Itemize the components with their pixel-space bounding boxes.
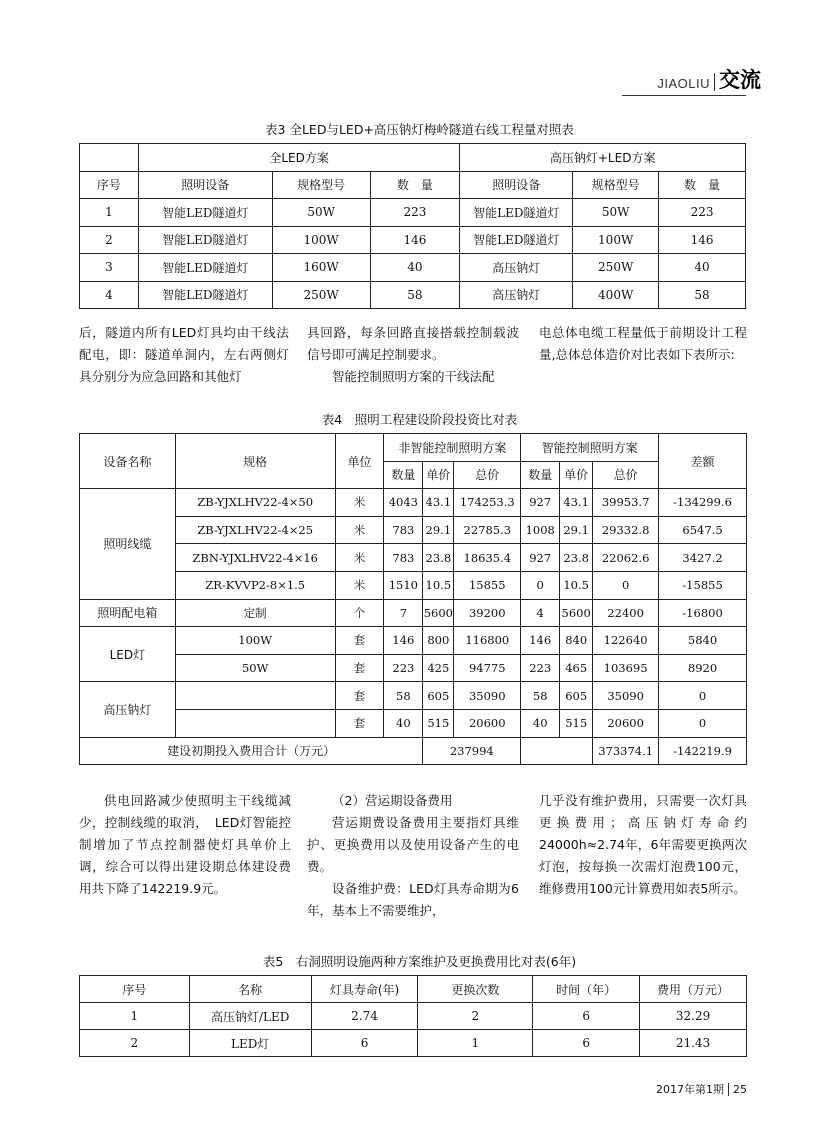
table4-header-name: 设备名称 [80, 434, 176, 489]
table-row [80, 1003, 747, 1030]
table5-header-cost: 费用（万元） [640, 976, 747, 1003]
table4-header-qty: 数量 [384, 461, 423, 489]
table-cell: 100W [175, 627, 335, 655]
paragraph: 供电回路减少使照明主干线缆减少，控制线缆的取消， LED灯智能控制增加了节点控制器使灯具单价上调，综合可以得出建设期总体建设费用共下降了142219.9元。 [79, 793, 291, 896]
table-cell: 100W [573, 226, 659, 254]
table-cell: 250W [573, 254, 659, 282]
table4-group-cable: 照明线缆 [80, 489, 176, 599]
table-cell: 116800 [454, 627, 521, 655]
table-cell: 515 [423, 709, 454, 737]
table-cell: -15855 [659, 571, 747, 599]
section-tag-english: JIAOLIU [657, 76, 710, 91]
table-cell: 套 [335, 627, 384, 655]
table-cell: 58 [384, 682, 423, 710]
table5-header-row [80, 976, 747, 1003]
table-cell: 智能LED隧道灯 [460, 199, 573, 227]
section-tag-chinese: 交流 [719, 68, 761, 92]
paragraph: 具回路，每条回路直接搭载控制载波信号即可满足控制要求。 [307, 325, 519, 362]
table-cell: 智能LED隧道灯 [138, 199, 272, 227]
table-cell: 套 [335, 654, 384, 682]
table-row [80, 599, 747, 627]
table-cell: 465 [560, 654, 593, 682]
table-cell: 1 [80, 199, 139, 227]
table-cell: 2 [80, 226, 139, 254]
table-cell: 高压钠灯 [460, 281, 573, 309]
paragraph: 营运期费设备费用主要指灯具维护、更换费用以及使用设备产生的电费。 [307, 815, 519, 874]
table-row [80, 281, 746, 309]
table-cell: 1510 [384, 571, 423, 599]
table3-header-spec-a: 规格型号 [272, 171, 370, 199]
table-cell: 5600 [560, 599, 593, 627]
table-cell: 米 [335, 489, 384, 517]
table-cell: 20600 [454, 709, 521, 737]
table-cell: 20600 [593, 709, 659, 737]
table-cell: 58 [659, 281, 746, 309]
table-cell: 605 [560, 682, 593, 710]
table-cell: 35090 [454, 682, 521, 710]
table3-header-qty-b: 数 量 [659, 171, 746, 199]
table-cell: 605 [423, 682, 454, 710]
table3-caption: 表3 全LED与LED+高压钠灯梅岭隧道右线工程量对照表 [265, 122, 574, 137]
body-column-3a [539, 322, 747, 366]
table-cell: 10.5 [423, 571, 454, 599]
table4 [79, 433, 747, 765]
paragraph: 后，隧道内所有LED灯具均由干线法配电，即：隧道单洞内，左右两侧灯具分别分为应急回路和其他灯 [79, 325, 289, 384]
table-cell: 94775 [454, 654, 521, 682]
table4-group-led: LED灯 [80, 627, 176, 682]
table3-header-seq: 序号 [80, 171, 139, 199]
table-cell: 840 [560, 627, 593, 655]
table-cell: 21.43 [640, 1030, 747, 1057]
section-heading: （2）营运期设备费用 [332, 793, 453, 808]
table-cell: 高压钠灯 [460, 254, 573, 282]
table-cell: 35090 [593, 682, 659, 710]
table-cell: 1008 [521, 516, 560, 544]
table-cell [175, 709, 335, 737]
table-cell: 套 [335, 709, 384, 737]
table-cell: 39953.7 [593, 489, 659, 517]
table-cell: 43.1 [423, 489, 454, 517]
table4-header-smart: 智能控制照明方案 [521, 434, 659, 462]
table-cell: 223 [521, 654, 560, 682]
table-cell: 425 [423, 654, 454, 682]
paragraph: 几乎没有维护费用，只需要一次灯具更换费用；高压钠灯寿命约24000h≈2.74年，6年需要更换两次灯泡，按每换一次需灯泡费100元，维修费用100元计算费用如表5所示。 [539, 793, 747, 896]
table3-header-spec-b: 规格型号 [573, 171, 659, 199]
table4-header-nonsmart: 非智能控制照明方案 [384, 434, 521, 462]
table-cell: 6 [533, 1003, 640, 1030]
table-cell: 5600 [423, 599, 454, 627]
paragraph: 设备维护费：LED灯具寿命期为6年，基本上不需要维护， [307, 881, 519, 918]
table4-total-label: 建设初期投入费用合计（万元） [80, 737, 423, 765]
table-cell: 智能LED隧道灯 [138, 226, 272, 254]
paragraph: 智能控制照明方案的干线法配 [332, 369, 495, 384]
table-cell: 22062.6 [593, 544, 659, 572]
table-row [80, 199, 746, 227]
body-column-2b [307, 790, 519, 922]
table-cell: 2 [418, 1003, 533, 1030]
table-cell: 160W [272, 254, 370, 282]
table-row [80, 254, 746, 282]
table4-total-nonsmart: 237994 [423, 737, 521, 765]
page-number: 25 [733, 1082, 747, 1096]
table-cell: 个 [335, 599, 384, 627]
table-cell: 29.1 [423, 516, 454, 544]
table-cell: 783 [384, 516, 423, 544]
table-row [80, 489, 747, 517]
table-cell: 6547.5 [659, 516, 747, 544]
table-cell: 174253.3 [454, 489, 521, 517]
table5-header-name: 名称 [189, 976, 311, 1003]
table-row [80, 516, 747, 544]
section-tag-divider [714, 73, 715, 91]
table5 [79, 975, 747, 1057]
table-cell: 6 [533, 1030, 640, 1057]
table-cell: 40 [370, 254, 460, 282]
table4-header-total: 总价 [454, 461, 521, 489]
table-cell: 2.74 [311, 1003, 418, 1030]
table-cell: 146 [521, 627, 560, 655]
table-cell: 0 [593, 571, 659, 599]
table-cell: 18635.4 [454, 544, 521, 572]
table-cell: 100W [272, 226, 370, 254]
table-cell: 50W [175, 654, 335, 682]
table-cell: 250W [272, 281, 370, 309]
table-cell: -134299.6 [659, 489, 747, 517]
table-cell: 1 [80, 1003, 190, 1030]
table-cell: 40 [659, 254, 746, 282]
table-cell: 2 [80, 1030, 190, 1057]
table4-header-diff: 差额 [659, 434, 747, 489]
table-cell: ZR-KVVP2-8×1.5 [175, 571, 335, 599]
table4-header-qty: 数量 [521, 461, 560, 489]
table-cell: 223 [659, 199, 746, 227]
table-cell: ZBN-YJXLHV22-4×16 [175, 544, 335, 572]
table-cell: 146 [659, 226, 746, 254]
table-cell: 40 [521, 709, 560, 737]
table-row [80, 682, 747, 710]
table3-empty-corner [80, 144, 139, 172]
table4-header-row-1 [80, 434, 747, 462]
table-cell: 4043 [384, 489, 423, 517]
table-cell: 122640 [593, 627, 659, 655]
table-row [80, 571, 747, 599]
body-column-3b [539, 790, 747, 900]
table4-header-price: 单价 [423, 461, 454, 489]
table-cell: 58 [521, 682, 560, 710]
table-cell: 0 [659, 682, 747, 710]
table-cell: 58 [370, 281, 460, 309]
table3-group-row [80, 144, 746, 172]
table4-header-unit: 单位 [335, 434, 384, 489]
table-cell: 米 [335, 516, 384, 544]
table3-group-a: 全LED方案 [138, 144, 459, 172]
table-cell: 1 [418, 1030, 533, 1057]
table-cell: 146 [370, 226, 460, 254]
table-cell: 800 [423, 627, 454, 655]
table4-header-total: 总价 [593, 461, 659, 489]
table4-total-diff: -142219.9 [659, 737, 747, 765]
table-cell: 23.8 [423, 544, 454, 572]
table-cell: 400W [573, 281, 659, 309]
table-cell: 定制 [175, 599, 335, 627]
table-cell: 15855 [454, 571, 521, 599]
body-column-1b [79, 790, 291, 900]
table3 [79, 143, 746, 309]
table-cell: 50W [573, 199, 659, 227]
table5-caption: 表5 右洞照明设施两种方案维护及更换费用比对表(6年) [262, 954, 577, 969]
table-cell: 22400 [593, 599, 659, 627]
body-column-1a [79, 322, 289, 388]
table3-header-qty-a: 数 量 [370, 171, 460, 199]
table4-group-box: 照明配电箱 [80, 599, 176, 627]
table-cell: ZB-YJXLHV22-4×25 [175, 516, 335, 544]
table-cell: 0 [521, 571, 560, 599]
body-column-2a [307, 322, 519, 388]
table-cell: 7 [384, 599, 423, 627]
table-cell: 927 [521, 544, 560, 572]
table4-total-spacer [521, 737, 593, 765]
table-cell: -16800 [659, 599, 747, 627]
table-cell: 29332.8 [593, 516, 659, 544]
footer-divider [728, 1083, 729, 1096]
table-cell: 智能LED隧道灯 [460, 226, 573, 254]
table-cell: 32.29 [640, 1003, 747, 1030]
table5-header-period: 时间（年） [533, 976, 640, 1003]
table-cell: 智能LED隧道灯 [138, 254, 272, 282]
page-footer [656, 1081, 747, 1097]
table4-group-hps: 高压钠灯 [80, 682, 176, 737]
table-cell: ZB-YJXLHV22-4×50 [175, 489, 335, 517]
table-cell: 223 [370, 199, 460, 227]
header-rule [622, 95, 746, 96]
table4-total-smart: 373374.1 [593, 737, 659, 765]
table4-total-row [80, 737, 747, 765]
table-cell: 103695 [593, 654, 659, 682]
table-cell: 146 [384, 627, 423, 655]
table-cell: 223 [384, 654, 423, 682]
table3-group-b: 高压钠灯+LED方案 [460, 144, 746, 172]
table4-caption: 表4 照明工程建设阶段投资比对表 [321, 412, 518, 427]
table-row [80, 1030, 747, 1057]
table-cell: 43.1 [560, 489, 593, 517]
table4-header-spec: 规格 [175, 434, 335, 489]
table-cell: 10.5 [560, 571, 593, 599]
table-cell: 4 [521, 599, 560, 627]
table-cell: 927 [521, 489, 560, 517]
table-cell: 3427.2 [659, 544, 747, 572]
paragraph: 电总体电缆工程量低于前期设计工程量,总体总体造价对比表如下表所示: [539, 325, 747, 362]
table-cell: 6 [311, 1030, 418, 1057]
table-row [80, 226, 746, 254]
table-cell: 40 [384, 709, 423, 737]
table-cell: 0 [659, 709, 747, 737]
table4-header-price: 单价 [560, 461, 593, 489]
journal-section-tag [657, 68, 761, 94]
table-cell: 高压钠灯/LED [189, 1003, 311, 1030]
table-cell: 23.8 [560, 544, 593, 572]
table-cell: 5840 [659, 627, 747, 655]
table-cell: 29.1 [560, 516, 593, 544]
table5-header-seq: 序号 [80, 976, 190, 1003]
table3-header-row [80, 171, 746, 199]
table-cell: 39200 [454, 599, 521, 627]
table-row [80, 654, 747, 682]
table-row [80, 544, 747, 572]
table-cell: 3 [80, 254, 139, 282]
table-cell: 8920 [659, 654, 747, 682]
table-row [80, 627, 747, 655]
table-cell: 4 [80, 281, 139, 309]
table-cell: 783 [384, 544, 423, 572]
table-cell: 套 [335, 682, 384, 710]
table-cell: 米 [335, 544, 384, 572]
table5-header-times: 更换次数 [418, 976, 533, 1003]
table-cell [175, 682, 335, 710]
table3-header-equip-b: 照明设备 [460, 171, 573, 199]
table-cell: 22785.3 [454, 516, 521, 544]
table-cell: LED灯 [189, 1030, 311, 1057]
table-row [80, 709, 747, 737]
table-cell: 515 [560, 709, 593, 737]
table-cell: 智能LED隧道灯 [138, 281, 272, 309]
table5-header-life: 灯具寿命(年) [311, 976, 418, 1003]
table3-header-equip-a: 照明设备 [138, 171, 272, 199]
table-cell: 50W [272, 199, 370, 227]
table-cell: 米 [335, 571, 384, 599]
issue-label: 2017年第1期 [656, 1083, 724, 1096]
